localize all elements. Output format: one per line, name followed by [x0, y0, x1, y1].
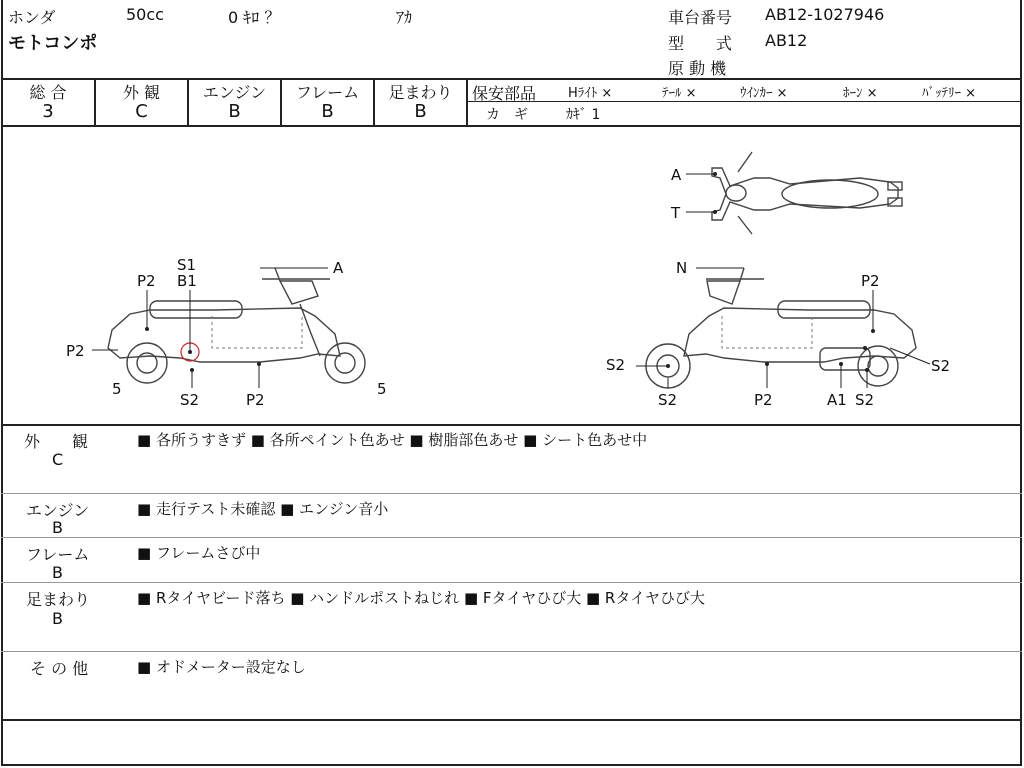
section-grade-engine: B [52, 518, 63, 537]
color: ｱｶ [396, 8, 413, 27]
engine-grade: B [228, 101, 241, 122]
engine-label: エンジン [202, 83, 267, 102]
label-b1: B1 [177, 272, 197, 290]
maker: ホンダ [8, 8, 56, 27]
section-grade-frame: B [52, 563, 63, 582]
divider [1, 651, 1022, 652]
divider [1, 719, 1022, 721]
label-s2-bottom-right: S2 [658, 391, 678, 409]
section-label-exterior: 外 観 [24, 432, 89, 451]
section-notes-other: ■ オドメーター設定なし [137, 658, 306, 676]
exterior-grade: C [135, 101, 148, 122]
label-s2-bottom-right-2: S2 [855, 391, 875, 409]
safety-item: ﾃｰﾙ × [662, 86, 697, 101]
label-a-top: A [671, 166, 682, 184]
safety-item: ｳｲﾝｶｰ × [740, 86, 788, 101]
key-label: カ ギ [486, 107, 528, 123]
overall-grade: 3 [42, 101, 54, 122]
label-p2-top-left: P2 [137, 272, 156, 290]
displacement: 50cc [126, 5, 164, 24]
label-5-rear: 5 [377, 380, 387, 398]
divider [1, 493, 1022, 494]
label-p2-side-left: P2 [66, 342, 85, 360]
suspension-label: 足まわり [388, 83, 453, 102]
safety-label: 保安部品 [472, 84, 537, 103]
label-a-left: A [333, 259, 344, 277]
section-label-other: そ の 他 [30, 659, 89, 678]
mileage: 0 ｷﾛ ？ [228, 8, 281, 27]
section-label-engine: エンジン [26, 501, 90, 520]
top-view-scooter [712, 152, 902, 234]
section-notes-frame: ■ フレームさび中 [137, 544, 261, 562]
label-5-front: 5 [112, 380, 122, 398]
frame-no: AB12-1027946 [765, 5, 885, 24]
divider [466, 78, 468, 126]
label-a1: A1 [827, 391, 847, 409]
label-s2-front-right: S2 [606, 356, 626, 374]
type-label: 型 式 [668, 34, 733, 53]
divider [1, 537, 1022, 538]
key-value: ｶｷﾞ 1 [566, 107, 601, 123]
type-value: AB12 [765, 31, 808, 50]
divider [468, 101, 1022, 102]
suspension-grade: B [414, 101, 427, 122]
divider [1, 582, 1022, 583]
divider [1, 424, 1022, 426]
safety-item: ﾊﾞｯﾃﾘｰ × [922, 86, 977, 101]
section-notes-suspension: ■ Rタイヤビード落ち ■ ハンドルポストねじれ ■ Fタイヤひび大 ■ Rタイヤひび大 [137, 589, 706, 607]
frame-label: フレーム [295, 83, 360, 102]
section-label-suspension: 足まわり [26, 590, 91, 609]
label-n: N [676, 259, 688, 277]
label-p2-bottom-right: P2 [754, 391, 773, 409]
safety-item: Hﾗｲﾄ × [568, 86, 613, 101]
section-notes-exterior: ■ 各所うすきず ■ 各所ペイント色あせ ■ 樹脂部色あせ ■ シート色あせ中 [137, 431, 648, 449]
label-p2-top-right: P2 [861, 272, 880, 290]
exterior-label: 外 観 [122, 83, 161, 102]
model-name: モトコンポ [8, 33, 98, 54]
class-label: 原 動 機 [668, 59, 727, 78]
safety-item: ﾎｰﾝ × [843, 86, 878, 101]
overall-label: 総 合 [29, 83, 67, 102]
frame-grade: B [321, 101, 334, 122]
frame-no-label: 車台番号 [668, 8, 733, 27]
label-s1: S1 [177, 256, 197, 274]
section-grade-suspension: B [52, 609, 63, 628]
section-label-frame: フレーム [26, 545, 90, 564]
label-t-top: T [671, 204, 681, 222]
label-p2-bottom-left: P2 [246, 391, 265, 409]
section-notes-engine: ■ 走行テスト未確認 ■ エンジン音小 [137, 500, 389, 518]
label-s2-left: S2 [180, 391, 200, 409]
label-s2-rear-right: S2 [931, 357, 951, 375]
section-grade-exterior: C [52, 450, 64, 469]
